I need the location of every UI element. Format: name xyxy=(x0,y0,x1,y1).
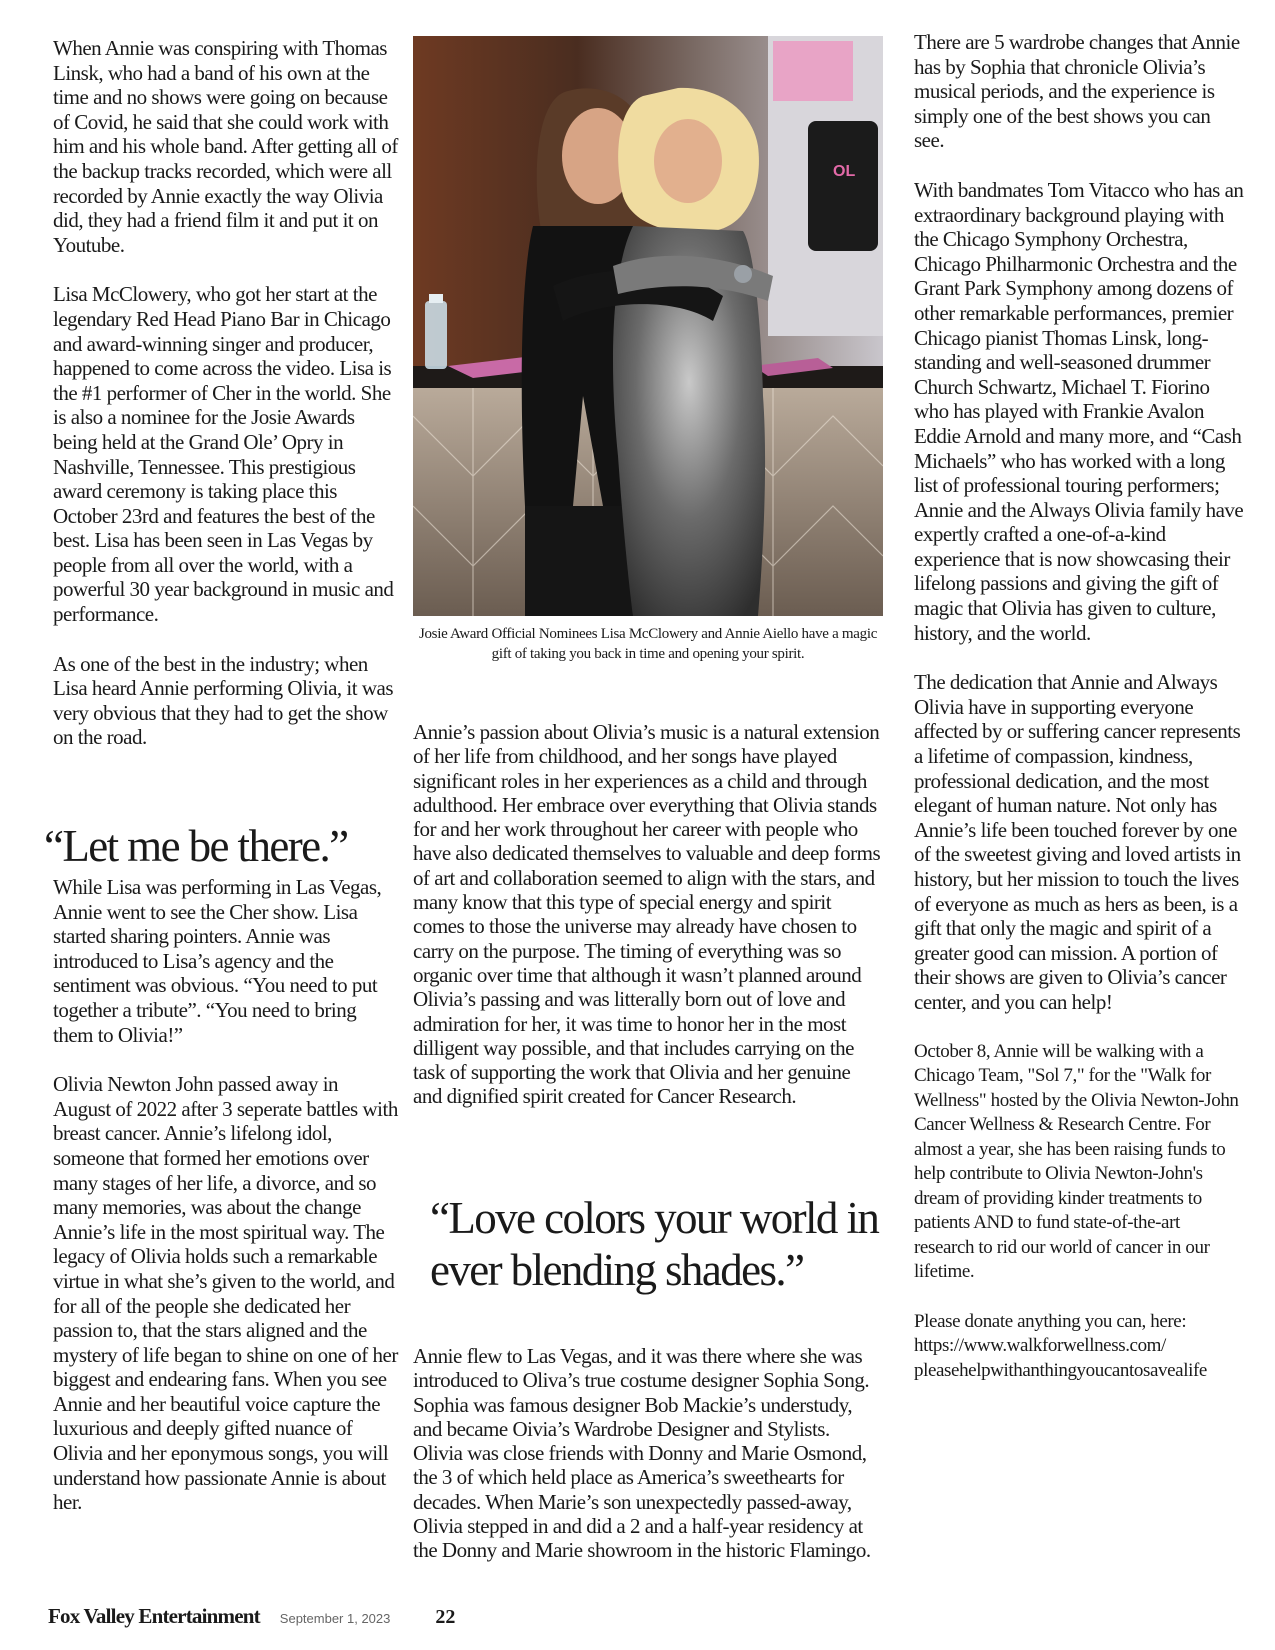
page-number: 22 xyxy=(435,1606,456,1628)
photo-caption: Josie Award Official Nominees Lisa McClowery and Annie Aiello have a magic gift of taking you back in time and opening your spirit. xyxy=(418,626,878,662)
publication-name: Fox Valley Entertainment xyxy=(48,1604,260,1628)
right-column xyxy=(914,30,1244,1383)
paragraph: Olivia Newton John passed away in August of 2022 after 3 seperate battles with breast cancer. Annie’s lifelong idol, someone that formed her emotions over many stages of her life, a divorce, and so many memories, was about the change Annie’s life in the most spiritual way. The legacy of Olivia holds such a remarkable virtue in what she’s given to the world, and for all of the people she dedicated her passion to, that the stars aligned and the mystery of life began to shine on one of her biggest and endearing fans. When you see Annie and her beautiful voice capture the luxurious and deeply gifted nuance of Olivia and her eponymous songs, you will understand how passionate Annie is about her. xyxy=(53,1072,398,1515)
middle-column-lower xyxy=(413,1344,883,1588)
donate-link-part-2[interactable]: pleasehelpwithanthingyoucantosavealife xyxy=(914,1359,1207,1381)
svg-text:OL: OL xyxy=(833,163,856,180)
paragraph: The dedication that Annie and Always Olivia have in supporting everyone affected by or suffering cancer represents a lifetime of compassion, kindness, professional dedication, and the most elegant of human nature. Not only has Annie’s life been touched forever by one of the sweetest giving and loved artists in history, but her mission to touch the lives of everyone as much as hers as been, is a gift that only the magic and spirit of a greater good can mission. A portion of their shows are given to Olivia’s cancer center, and you can help! xyxy=(914,670,1241,1014)
pull-quote-text: “Love colors your world in ever blending shades.” xyxy=(430,1193,879,1295)
photo-two-women-embracing xyxy=(413,36,883,616)
issue-date: September 1, 2023 xyxy=(279,1611,391,1626)
page-footer xyxy=(48,1604,455,1634)
paragraph: Annie’s passion about Olivia’s music is a natural extension of her life from childhood, and her songs have played significant roles in her experiences as a child and through adulthood. Her embrace over everything that Olivia stands for and her work throughout her career with people who have also dedicated themselves to valuable and deep forms of art and collaboration seemed to align with the stars, and many know that this type of special energy and spirit comes to those the universe may already have chosen to carry on the purpose. The timing of everything was so organic over time that although it wasn’t planned around Olivia’s passing and was litterally born out of love and admiration for her, it was time to honor her in the most dilligent way possible, and that includes carrying on the task of supporting the work that Olivia and her genuine and dignified spirit created for Cancer Research. xyxy=(413,720,881,1109)
paragraph: While Lisa was performing in Las Vegas, Annie went to see the Cher show. Lisa started sharing pointers. Annie was introduced to Lisa’s agency and the sentiment was obvious. “You need to put together a tribute”. “You need to bring them to Olivia!” xyxy=(53,875,382,1047)
photo-figure xyxy=(413,36,883,664)
paragraph: With bandmates Tom Vitacco who has an extraordinary background playing with the Chicago Symphony Orchestra, Chicago Philharmonic Orchestra and the Grant Park Symphony among dozens of other remarkable performances, premier Chicago pianist Thomas Linsk, long-standing and well-seasoned drummer Church Schwartz, Michael T. Fiorino who has played with Frankie Avalon Eddie Arnold and many more, and “Cash Michaels” who has worked with a long list of professional touring performers; Annie and the Always Olivia family have expertly crafted a one-of-a-kind experience that is now showcasing their lifelong passions and giving the gift of magic that Olivia has given to culture, history, and the world. xyxy=(914,177,1244,645)
pull-quote-let-me-be-there xyxy=(44,820,404,872)
paragraph: October 8, Annie will be walking with a Chicago Team, "Sol 7," for the "Walk for Wellness" hosted by the Olivia Newton-John Cancer Wellness & Research Centre. For almost a year, she has been raising funds to help contribute to Olivia Newton-John's dream of providing kinder treatments to patients AND to fund state-of-the-art research to rid our world of cancer in our lifetime. xyxy=(914,1040,1239,1283)
paragraph: As one of the best in the industry; when Lisa heard Annie performing Olivia, it was very obvious that they had to get the show on the road. xyxy=(53,651,393,750)
pull-quote-love-colors xyxy=(430,1192,890,1296)
paragraph: Annie flew to Las Vegas, and it was there where she was introduced to Oliva’s true costume designer Sophia Song. Sophia was famous designer Bob Mackie’s understudy, and became Oivia’s Wardrobe Designer and Stylists. Olivia was close friends with Donny and Marie Osmond, the 3 of which held place as America’s sweethearts for decades. When Marie’s son unexpectedly passed-away, Olivia stepped in and did a 2 and a half-year residency at the Donny and Marie showroom in the historic Flamingo. xyxy=(413,1344,871,1563)
left-column-lower xyxy=(53,875,398,1540)
middle-column xyxy=(413,720,883,1134)
pull-quote-text: “Let me be there.” xyxy=(44,821,348,871)
donate-link-part-1[interactable]: https://www.walkforwellness.com/ xyxy=(914,1335,1166,1357)
donate-paragraph xyxy=(914,1310,1244,1384)
paragraph: When Annie was conspiring with Thomas Linsk, who had a band of his own at the time and no shows were going on because of Covid, he said that she could work with him and his whole band. After getting all of the backup tracks recorded, which were all recorded by Annie exactly the way Olivia did, they had a friend film it and put it on Youtube. xyxy=(53,36,398,257)
paragraph: There are 5 wardrobe changes that Annie has by Sophia that chronicle Olivia’s musical periods, and the experience is simply one of the best shows you can see. xyxy=(914,30,1240,153)
left-column xyxy=(53,36,398,775)
paragraph: Lisa McClowery, who got her start at the legendary Red Head Piano Bar in Chicago and award-winning singer and producer, happened to come across the video. Lisa is the #1 performer of Cher in the world. She is also a nominee for the Josie Awards being held at the Grand Ole’ Opry in Nashville, Tennessee. This prestigious award ceremony is taking place this October 23rd and features the best of the best. Lisa has been seen in Las Vegas by people from all over the world, with a powerful 30 year background in music and performance. xyxy=(53,282,394,627)
donate-prompt: Please donate anything you can, here: xyxy=(914,1310,1187,1332)
photo-illustration xyxy=(413,36,883,616)
